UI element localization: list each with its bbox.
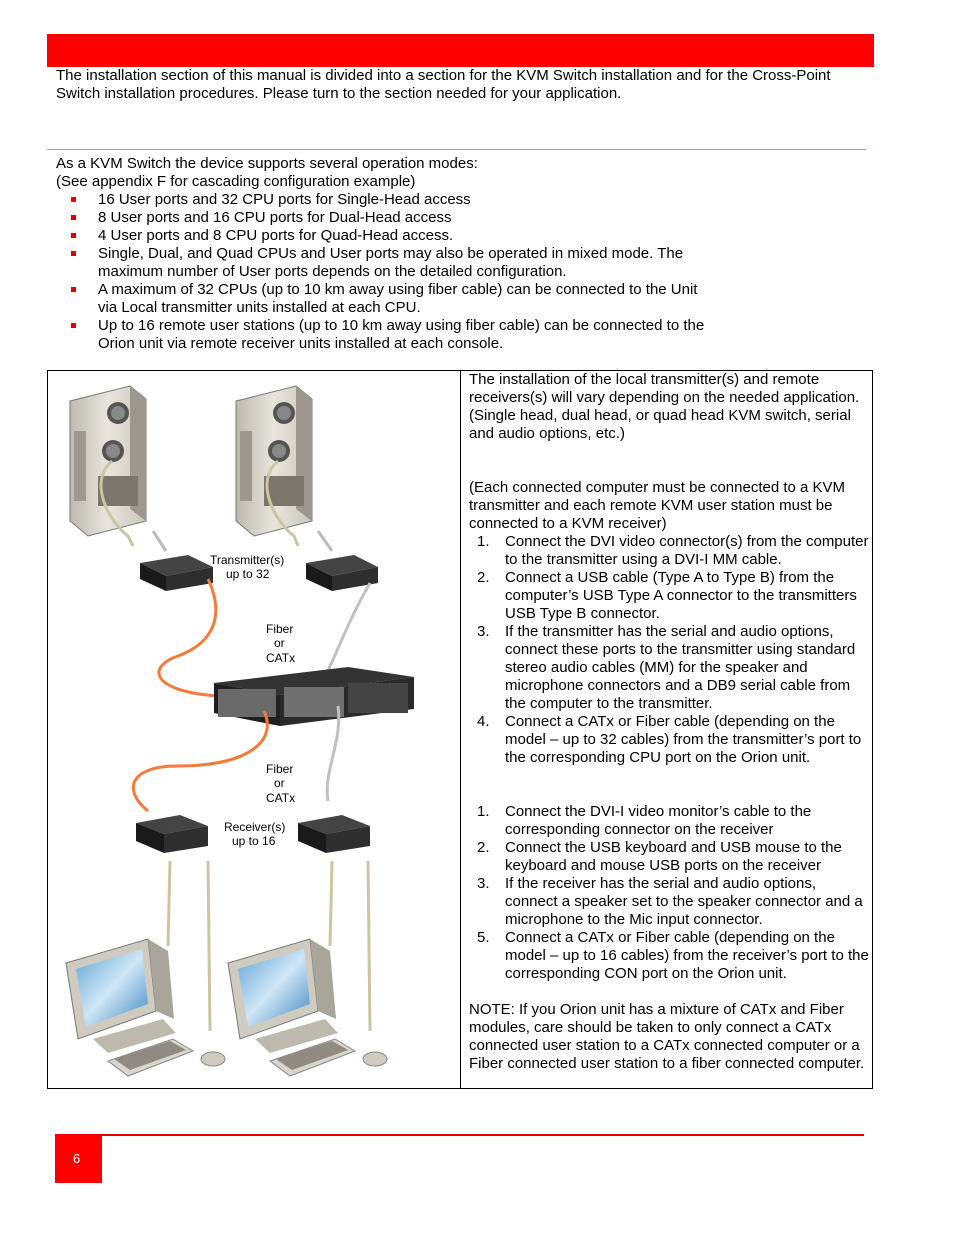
mouse-icon (201, 1052, 225, 1066)
list-item-text: 16 User ports and 32 CPU ports for Single-Head access (98, 191, 471, 208)
list-item (469, 533, 869, 569)
note-paragraph: NOTE: If you Orion unit has a mixture of CATx and Fiber modules, care should be taken to only connect a CATx connected user station to a CATx connected computer or a Fiber connected user station to a fiber connected computer. (469, 1001, 865, 1072)
modes-intro (56, 155, 856, 191)
step-text: Connect a USB cable (Type A to Type B) from the computer’s USB Type A connector to the transmitters USB Type B connector. (505, 569, 857, 622)
list-item (469, 839, 869, 875)
step-text: If the receiver has the serial and audio options, connect a speaker set to the speaker connector and a microphone to the Mic input connector. (505, 875, 863, 928)
step-number: 3. (477, 875, 490, 892)
step-number: 5. (477, 929, 490, 946)
operation-modes-list (70, 191, 710, 353)
list-item-text: A maximum of 32 CPUs (up to 10 km away using fiber cable) can be connected to the Unit via Local transmitter units installed at each CPU. (98, 281, 698, 316)
fiber-or-label-top: or (274, 636, 285, 650)
list-item (469, 623, 869, 713)
step-number: 4. (477, 713, 490, 730)
receiver-unit-icon (136, 815, 208, 853)
monitor-icon (66, 939, 176, 1053)
transmitter-steps-list (469, 533, 869, 767)
step-number: 1. (477, 533, 490, 550)
requirement-paragraph: (Each connected computer must be connected to a KVM transmitter and each remote KVM user station must be connected to a KVM receiver) (469, 479, 846, 532)
list-item (469, 803, 869, 839)
bullet-icon (71, 287, 76, 292)
step-number: 1. (477, 803, 490, 820)
overview-paragraph: The installation of the local transmitter(s) and remote receivers(s) will vary depending on the needed application. (Single head, dual head, or quad head KVM switch, serial and audio options, etc.) (469, 371, 860, 442)
section-header-bar (47, 34, 874, 67)
bullet-icon (71, 197, 76, 202)
step-text: If the transmitter has the serial and audio options, connect these ports to the transmitter using standard stereo audio cables (MM) for the speaker and microphone connectors and a DB9 serial cable from the computer to the transmitter. (505, 623, 856, 712)
step-text: Connect the DVI-I video monitor’s cable to the corresponding connector on the receiver (505, 803, 812, 838)
step-text: Connect the USB keyboard and USB mouse to the keyboard and mouse USB ports on the receiver (505, 839, 842, 874)
receiver-steps-list (469, 803, 869, 983)
list-item (469, 929, 869, 983)
transmitter-label: Transmitter(s) (210, 553, 285, 567)
list-item (70, 317, 710, 353)
mouse-icon (363, 1052, 387, 1066)
list-item (70, 227, 710, 245)
connection-diagram (48, 371, 460, 1088)
transmitter-count-label: up to 32 (226, 567, 270, 581)
list-item (469, 875, 869, 929)
list-item (469, 713, 869, 767)
list-item (70, 209, 710, 227)
list-item (70, 281, 710, 317)
section-divider (47, 149, 866, 150)
fiber-or-label-bottom: or (274, 776, 285, 790)
modes-intro-line2: (See appendix F for cascading configuration example) (56, 173, 416, 190)
list-item-text: Up to 16 remote user stations (up to 10 km away using fiber cable) can be connected to the Orion unit via remote receiver units installed at each console. (98, 317, 705, 352)
list-item-text: 8 User ports and 16 CPU ports for Dual-Head access (98, 209, 452, 226)
bullet-icon (71, 251, 76, 256)
step-number: 2. (477, 569, 490, 586)
catx-label-bottom: CATx (266, 791, 296, 805)
step-text: Connect a CATx or Fiber cable (depending on the model – up to 16 cables) from the receiver’s port to the corresponding CON port on the Orion unit. (505, 929, 869, 982)
step-number: 2. (477, 839, 490, 856)
list-item (70, 191, 710, 209)
intro-paragraph: The installation section of this manual is divided into a section for the KVM Switch installation and for the Cross-Point Switch installation procedures. Please turn to the section needed for your application. (56, 67, 831, 102)
fiber-label-top: Fiber (266, 622, 294, 636)
monitor-icon (228, 939, 338, 1053)
page-number: 6 (73, 1151, 81, 1166)
table-column-divider (460, 370, 461, 1089)
bullet-icon (71, 233, 76, 238)
catx-label-top: CATx (266, 651, 296, 665)
receiver-label: Receiver(s) (224, 820, 286, 834)
modes-intro-line1: As a KVM Switch the device supports several operation modes: (56, 155, 478, 172)
orion-switch-icon (214, 667, 414, 726)
list-item-text: 4 User ports and 8 CPU ports for Quad-Head access. (98, 227, 454, 244)
fiber-label-bottom: Fiber (266, 762, 294, 776)
step-number: 3. (477, 623, 490, 640)
instructions-column (469, 371, 869, 1073)
list-item (469, 569, 869, 623)
list-item-text: Single, Dual, and Quad CPUs and User ports may also be operated in mixed mode. The maximum number of User ports depends on the detailed configuration. (98, 245, 684, 280)
bullet-icon (71, 323, 76, 328)
footer-divider (55, 1134, 864, 1136)
receiver-unit-icon (298, 815, 370, 853)
list-item (70, 245, 710, 281)
bullet-icon (71, 215, 76, 220)
step-text: Connect the DVI video connector(s) from the computer to the transmitter using a DVI-I MM cable. (505, 533, 869, 568)
step-text: Connect a CATx or Fiber cable (depending on the model – up to 32 cables) from the transmitter’s port to the corresponding CPU port on the Orion unit. (505, 713, 862, 766)
receiver-count-label: up to 16 (232, 834, 276, 848)
transmitter-unit-icon (140, 555, 213, 591)
